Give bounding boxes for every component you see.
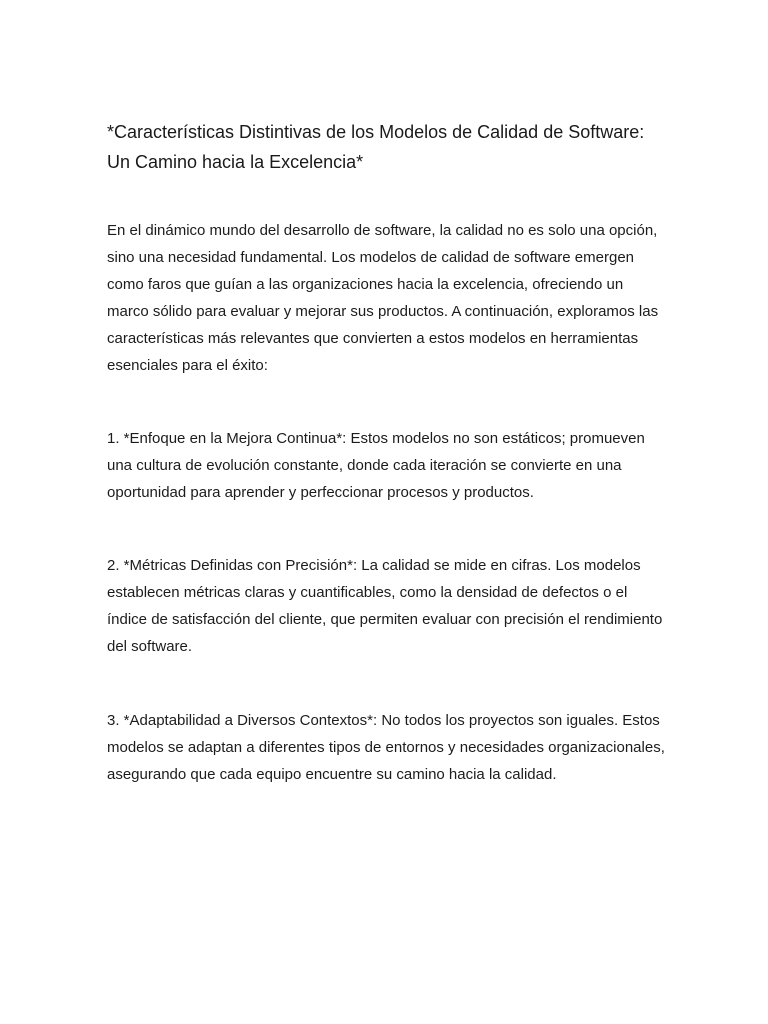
list-item-mejora-continua: 1. *Enfoque en la Mejora Continua*: Estos modelos no son estáticos; promueven una cultura de evolución constante, donde cada iteración se convierte en una oportunidad para aprender y perfeccionar procesos y productos. [107,430,645,501]
list-item-metricas: 2. *Métricas Definidas con Precisión*: La calidad se mide en cifras. Los modelos establecen métricas claras y cuantificables, como la densidad de defectos o el índice de satisfacción del cliente, que permiten evaluar con precisión el rendimiento del software. [107,557,663,655]
document-title: *Características Distintivas de los Modelos de Calidad de Software: Un Camino hacia la Excelencia* [107,122,645,172]
intro-paragraph: En el dinámico mundo del desarrollo de software, la calidad no es solo una opción, sino una necesidad fundamental. Los modelos de calidad de software emergen como faros que guían a las organizaciones hacia la excelencia, ofreciendo un marco sólido para evaluar y mejorar sus productos. A continuación, exploramos las características más relevantes que convierten a estos modelos en herramientas esenciales para el éxito: [107,222,659,374]
list-item-adaptabilidad: 3. *Adaptabilidad a Diversos Contextos*: No todos los proyectos son iguales. Estos modelos se adaptan a diferentes tipos de entornos y necesidades organizacionales, asegurando que cada equipo encuentre su camino hacia la calidad. [107,712,665,783]
document-page [107,117,667,788]
